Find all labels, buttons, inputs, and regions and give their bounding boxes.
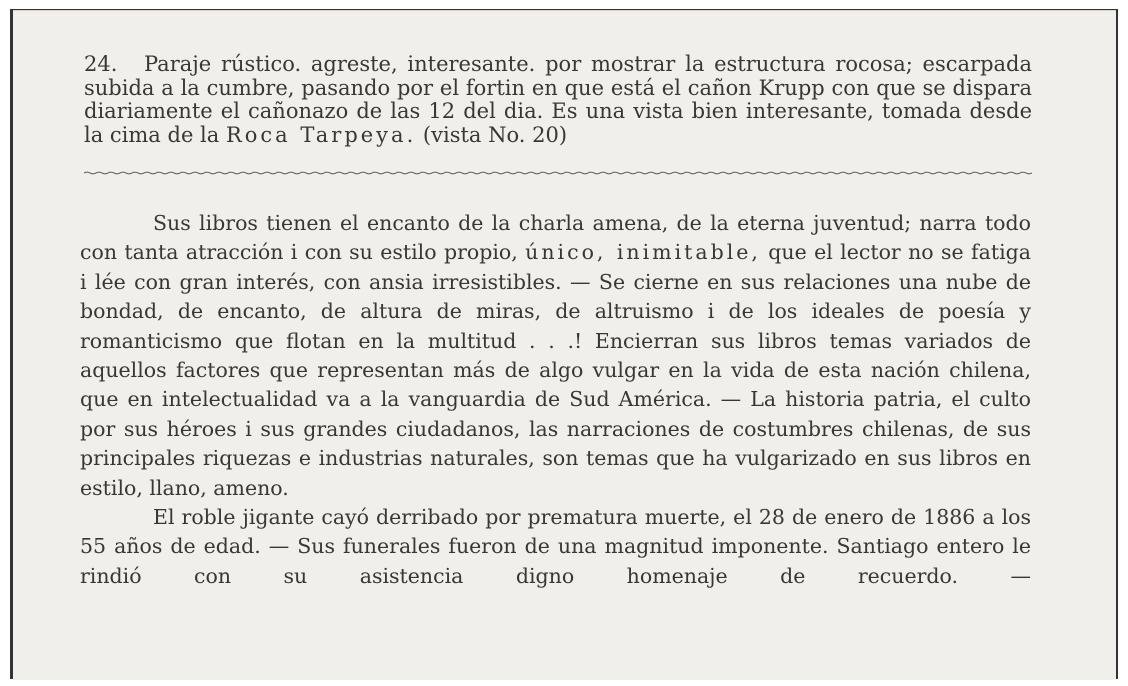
paragraph-1-spaced: único, inimitable, xyxy=(525,240,761,265)
paragraph-1-part-a: Sus libros tienen el encanto de la charla amena, de la eterna juventud; narra todo con tanta atracción i con su estilo propio, xyxy=(80,211,1031,265)
caption-text-after: (vista No. 20) xyxy=(416,122,568,147)
body-text xyxy=(80,209,1031,591)
photo-caption xyxy=(84,53,1032,147)
paragraph-1-part-b: que el lector no se fatiga i lée con gran interés, con ansia irresistibles. — Se cierne en sus relaciones una nube de bondad, de encanto, de altura de miras, de altruismo i de los ideales de poesía y romanticismo que flotan en la multitud . . .! Encierran sus libros temas variados de aquellos factores que representan más de algo vulgar en la vida de esta nación chilena, que en intelectualidad va a la vanguardia de Sud América. — La historia patria, el culto por sus héroes i sus grandes ciudadanos, las narraciones de costumbres chilenas, de sus principales riquezas e industrias naturales, son temas que ha vulgarizado en sus libros en estilo, llano, ameno. xyxy=(80,240,1031,500)
paragraph-1 xyxy=(80,209,1031,503)
paragraph-2: El roble jigante cayó derribado por prematura muerte, el 28 de enero de 1886 a los 55 años de edad. — Sus funerales fueron de una magnitud imponente. Santiago entero le rindió con su asistencia digno homenaje de recuerdo. — xyxy=(80,505,1031,588)
caption-place-name: Roca Tarpeya. xyxy=(225,122,417,147)
caption-number: 24. xyxy=(84,52,118,76)
caption-text-before: Paraje rústico. agreste, interesante. por mostrar la estructura rocosa; escarpada subida a la cumbre, pasando por el fortin en que está el cañon Krupp con que se dispara diariamente el cañonazo de las 12 del dia. Es una vista bien interesante, tomada desde la cima de la xyxy=(84,52,1032,147)
wavy-divider xyxy=(84,168,1032,178)
